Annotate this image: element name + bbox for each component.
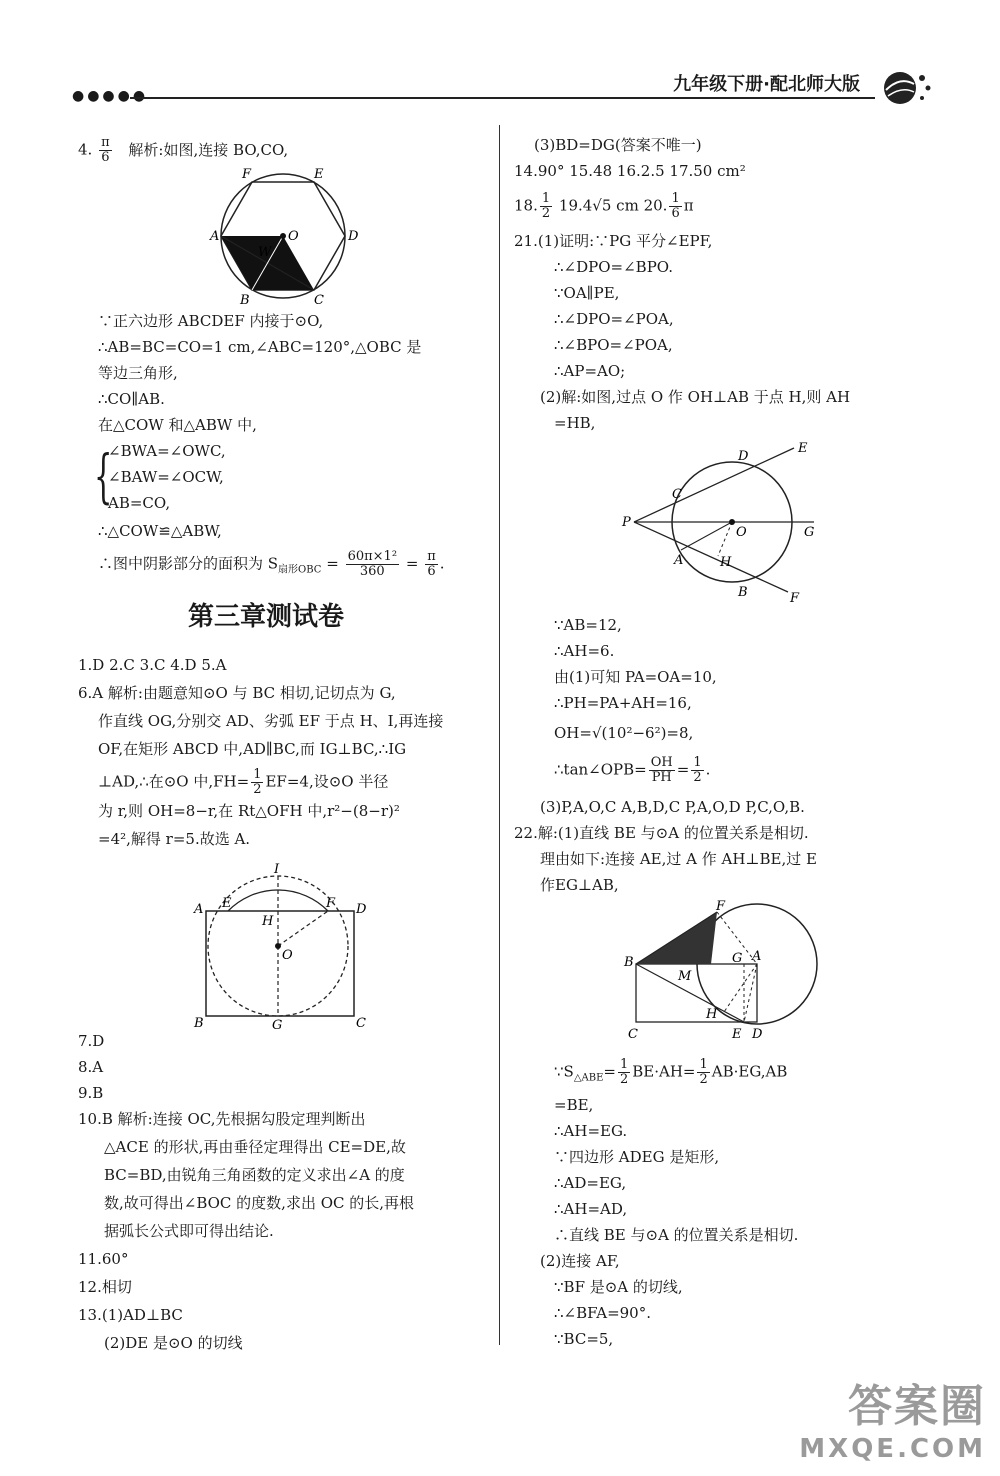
answer-line: 21.(1)证明:∵PG 平分∠EPF, (514, 232, 713, 250)
answer-line: ∴∠BFA=90°. (554, 1304, 651, 1322)
frac-den: 2 (619, 1072, 629, 1087)
circle-tangent-diagram (614, 438, 834, 608)
frac-num: 1 (671, 191, 680, 206)
frac-den: PH (651, 770, 672, 785)
page-header-title: 九年级下册·配北师大版 (673, 74, 860, 95)
answer-line (514, 192, 694, 221)
text-line: 在△COW 和△ABW 中, (98, 416, 257, 434)
answer-line: 据弧长公式即可得出结论. (104, 1222, 274, 1240)
answer-line: 由(1)可知 PA=OA=10, (554, 668, 717, 686)
frac-num: OH (650, 755, 673, 770)
label-E: E (732, 1027, 742, 1042)
frac-num: π (101, 135, 110, 150)
answer-line: ∵AB=12, (554, 616, 622, 634)
answer-line: 作EG⊥AB, (540, 876, 619, 894)
hexagon-diagram (208, 168, 368, 308)
answer-line (554, 1058, 787, 1090)
fraction (540, 192, 552, 221)
label-G: G (804, 525, 815, 540)
answer-line: ∴AD=EG, (554, 1174, 627, 1192)
answer-line: =BE, (554, 1096, 594, 1114)
text-part: 18. (514, 196, 538, 215)
label-D: D (356, 902, 367, 917)
answer-line: 8.A (78, 1058, 104, 1076)
label-E: E (314, 168, 324, 182)
fraction (691, 756, 703, 785)
answer-line: ∵BC=5, (554, 1330, 614, 1348)
fraction (669, 192, 681, 221)
text-part: = (676, 760, 690, 779)
text-part: ∴tan∠OPB= (554, 760, 647, 779)
answer-line: ∴直线 BE 与⊙A 的位置关系是相切. (554, 1226, 799, 1244)
square-circle-diagram (614, 900, 834, 1050)
answer-line: OH=√(10²−6²)=8, (554, 724, 694, 742)
answer-line: (3)P,A,O,C A,B,D,C P,A,O,D P,C,O,B. (540, 798, 805, 816)
frac-num: 1 (693, 755, 702, 770)
formula-end: . (439, 554, 445, 573)
answer-line: (2)解:如图,过点 O 作 OH⊥AB 于点 H,则 AH (540, 388, 851, 406)
answer-line: (3)BD=DG(答案不唯一) (534, 136, 702, 154)
q4-text: 解析:如图,连接 BO,CO, (128, 140, 289, 159)
answer-line: ∵BF 是⊙A 的切线, (554, 1278, 683, 1296)
label-E: E (222, 896, 232, 911)
label-B: B (624, 955, 634, 970)
answer-line: (2)DE 是⊙O 的切线 (104, 1334, 243, 1352)
answer-line: BC=BD,由锐角三角函数的定义求出∠A 的度 (104, 1166, 405, 1184)
brace-line: ∠BWA=∠OWC, (108, 442, 226, 460)
answer-line: OF,在矩形 ABCD 中,AD∥BC,而 IG⊥BC,∴IG (98, 740, 407, 758)
text-part: ⊥AD,∴在⊙O 中,FH= (98, 772, 250, 791)
q4-fraction (99, 136, 112, 165)
frac-den: 360 (359, 564, 385, 579)
label-C: C (314, 293, 324, 308)
answer-line: △ACE 的形状,再由垂径定理得出 CE=DE,故 (104, 1138, 406, 1156)
answer-line: ∴∠DPO=∠POA, (554, 310, 674, 328)
answer-line: ∴AP=AO; (554, 362, 626, 380)
brace: { (94, 442, 113, 510)
label-C: C (628, 1027, 638, 1042)
answer-line: ∴∠BPO=∠POA, (554, 336, 673, 354)
frac-den: 2 (541, 206, 551, 221)
label-O: O (288, 229, 299, 244)
area-formula (98, 550, 445, 582)
answer-line: ∴PH=PA+AH=16, (554, 694, 692, 712)
fraction (697, 1058, 709, 1087)
answer-line: 作直线 OG,分别交 AD、劣弧 EF 于点 H、I,再连接 (98, 712, 444, 730)
label-H: H (706, 1007, 718, 1022)
answer-line: 为 r,则 OH=8−r,在 Rt△OFH 中,r²−(8−r)² (98, 802, 400, 820)
frac-den: 2 (253, 782, 262, 797)
text-part: 19.4√5 cm 20. (554, 196, 668, 215)
fraction (649, 756, 675, 785)
watermark-title: 答案圈 (848, 1381, 986, 1432)
frac-num: 1 (541, 191, 551, 206)
label-A: A (674, 553, 684, 568)
header-dots: ●●●●● (72, 88, 149, 104)
label-A: A (752, 949, 762, 964)
brace-line: ∠BAW=∠OCW, (108, 468, 224, 486)
label-F: F (790, 591, 800, 606)
label-E: E (798, 441, 808, 456)
answer-line: ∴AH=6. (554, 642, 615, 660)
answer-line: 7.D (78, 1032, 105, 1050)
header-rule (130, 97, 875, 99)
frac-den: 6 (671, 206, 680, 221)
answer-line: ∵四边形 ADEG 是矩形, (554, 1148, 720, 1166)
text-line: ∴AB=BC=CO=1 cm,∠ABC=120°,△OBC 是 (98, 338, 422, 356)
label-A: A (210, 229, 220, 244)
answer-line: 数,故可得出∠BOC 的度数,求出 OC 的长,再根 (104, 1194, 415, 1212)
answer-line: 6.A 解析:由题意知⊙O 与 BC 相切,记切点为 G, (78, 684, 396, 702)
label-H: H (262, 914, 274, 929)
answer-line: 9.B (78, 1084, 104, 1102)
watermark (799, 1370, 986, 1464)
label-W: W (258, 245, 272, 260)
answer-line: 1.D 2.C 3.C 4.D 5.A (78, 656, 227, 674)
text-part: BE·AH= (632, 1062, 696, 1081)
answer-line: ∴AH=EG. (554, 1122, 628, 1140)
answer-line: ∵OA∥PE, (554, 284, 620, 302)
answer-line: 14.90° 15.48 16.2.5 17.50 cm² (514, 162, 746, 180)
answer-line: 12.相切 (78, 1278, 132, 1296)
text-part: EF=4,设⊙O 半径 (265, 772, 389, 791)
formula-eq: = (405, 554, 419, 573)
text-part: . (705, 760, 711, 779)
answer-line: 13.(1)AD⊥BC (78, 1306, 183, 1324)
answer-line: =HB, (554, 414, 596, 432)
q4-line (78, 136, 288, 165)
answer-line: 理由如下:连接 AE,过 A 作 AH⊥BE,过 E (540, 850, 817, 868)
frac-den: 6 (427, 564, 436, 579)
text-line: ∴CO∥AB. (98, 390, 165, 408)
formula-text: ∴图中阴影部分的面积为 S (98, 554, 279, 573)
text-part: π (683, 196, 694, 215)
q4-number: 4. (78, 140, 93, 159)
formula-frac (425, 550, 438, 579)
label-F: F (326, 896, 336, 911)
answer-line (554, 756, 710, 785)
label-G: G (732, 951, 743, 966)
label-C: C (672, 487, 682, 502)
label-O: O (282, 948, 293, 963)
label-D: D (738, 449, 749, 464)
label-C: C (356, 1016, 366, 1031)
answer-line: =4²,解得 r=5.故选 A. (98, 830, 251, 848)
label-F: F (716, 900, 726, 914)
answer-line: ∴∠DPO=∠BPO. (554, 258, 673, 276)
formula-sub: 扇形OBC (278, 564, 322, 576)
answer-line: 11.60° (78, 1250, 129, 1268)
label-B: B (240, 293, 250, 308)
frac-num: 1 (699, 1057, 708, 1072)
label-D: D (752, 1027, 763, 1042)
chapter-title: 第三章测试卷 (188, 602, 345, 632)
frac-num: π (427, 549, 436, 564)
answer-line: (2)连接 AF, (540, 1252, 620, 1270)
frac-num: 60π×1² (347, 549, 398, 564)
fraction (618, 1058, 630, 1087)
column-divider (499, 125, 500, 1345)
answer-line (98, 768, 388, 797)
label-G: G (272, 1018, 283, 1033)
text-line: ∴△COW≌△ABW, (98, 522, 222, 540)
frac-den: 2 (693, 770, 702, 785)
text-part: ∵S (554, 1062, 574, 1081)
formula-eq: = (326, 554, 339, 573)
answer-line: 22.解:(1)直线 BE 与⊙A 的位置关系是相切. (514, 824, 809, 842)
label-A: A (194, 902, 204, 917)
frac-den: 6 (101, 150, 110, 165)
label-M: M (678, 969, 692, 984)
sub-part: △ABE (573, 1072, 604, 1084)
answer-line: ∴AH=AD, (554, 1200, 628, 1218)
text-line: 等边三角形, (98, 364, 178, 382)
brace-line: AB=CO, (108, 494, 171, 512)
frac-den: 2 (699, 1072, 708, 1087)
frac-num: 1 (253, 767, 262, 782)
label-B: B (194, 1016, 204, 1031)
globe-logo-icon (878, 68, 934, 108)
frac-num: 1 (619, 1057, 629, 1072)
formula-frac (346, 550, 399, 579)
watermark-url: MXQE.COM (799, 1434, 986, 1464)
answer-line: 10.B 解析:连接 OC,先根据勾股定理判断出 (78, 1110, 366, 1128)
half-fraction (251, 768, 263, 797)
label-D: D (348, 229, 359, 244)
label-P: P (622, 515, 631, 530)
label-O: O (736, 525, 747, 540)
text-part: AB·EG,AB (711, 1062, 788, 1081)
label-I: I (274, 863, 280, 877)
label-F: F (242, 168, 252, 182)
text-line: ∵正六边形 ABCDEF 内接于⊙O, (98, 312, 324, 330)
rectangle-circle-diagram (188, 863, 378, 1033)
text-part: = (603, 1062, 616, 1081)
label-H: H (720, 555, 732, 570)
label-B: B (738, 585, 748, 600)
